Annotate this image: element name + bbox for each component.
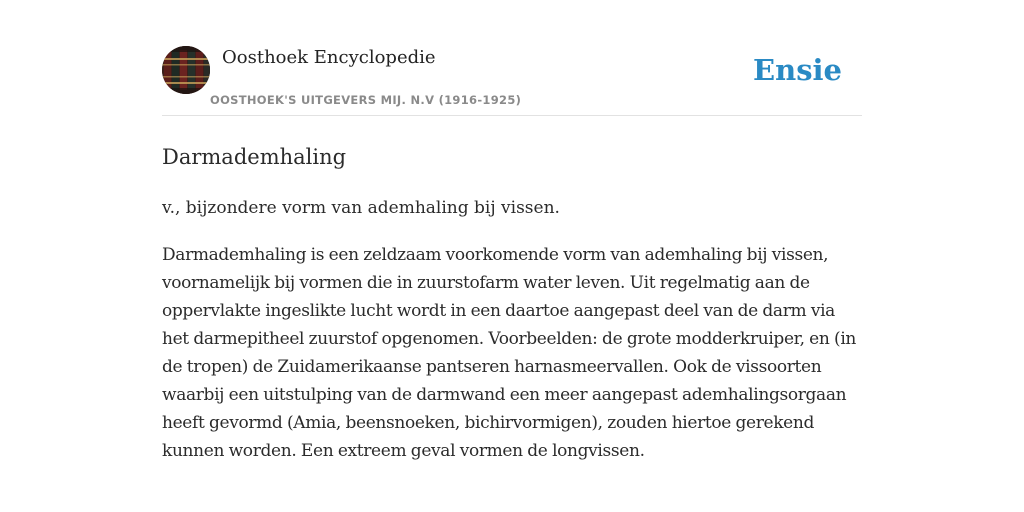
entry-definition: v., bijzondere vorm van ademhaling bij vissen. [162, 198, 560, 218]
source-subtitle: OOSTHOEK'S UITGEVERS MIJ. N.V (1916-1925) [210, 93, 522, 107]
entry-body: Darmademhaling is een zeldzaam voorkomende vorm van ademhaling bij vissen, voornamelijk bij vormen die in zuurstofarm water leven. Uit regelmatig aan de oppervlakte ingeslikte lucht wordt in een daartoe aangepast deel van de darm via het darmepitheel zuurstof opgenomen. Voorbeelden: de grote modderkruiper, en (in de tropen) de Zuidamerikaanse pantseren harnasmeervallen. Ook de vissoorten waarbij een uitstulping van de darmwand een meer aangepast ademhalingsorgaan heeft gevormd (Amia, beensnoeken, bichirvormigen), zouden hiertoe gerekend kunnen worden. Een extreem geval vormen de longvissen. [162, 245, 857, 461]
source-header [162, 46, 862, 116]
avatar[interactable] [162, 46, 210, 94]
entry-card [162, 46, 862, 465]
book-spines-icon [162, 46, 210, 94]
brand-logo[interactable]: Ensie [753, 53, 842, 87]
source-title[interactable]: Oosthoek Encyclopedie [222, 47, 436, 68]
page-title: Darmademhaling [162, 145, 347, 169]
